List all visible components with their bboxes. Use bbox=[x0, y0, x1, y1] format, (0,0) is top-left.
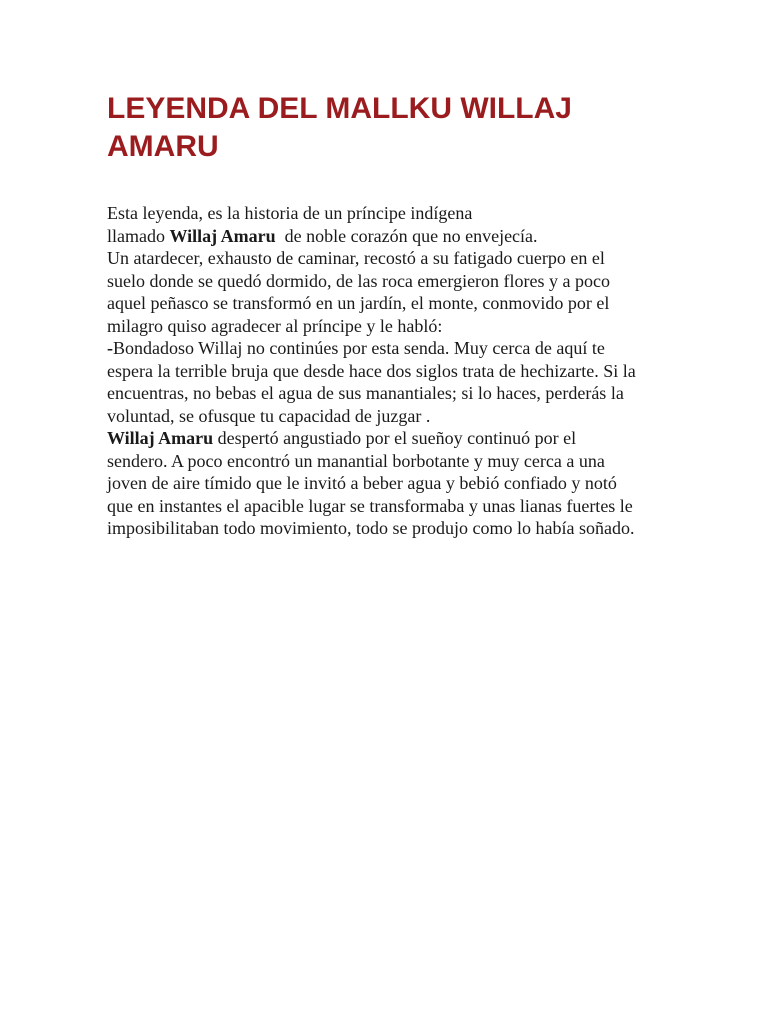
text-line bbox=[107, 427, 677, 450]
text-segment: encuentras, no bebas el agua de sus manantiales; si lo haces, perderás la bbox=[107, 383, 624, 403]
text-segment: Bondadoso Willaj no continúes por esta senda. Muy cerca de aquí te bbox=[113, 338, 605, 358]
text-segment: voluntad, se ofusque tu capacidad de juzgar . bbox=[107, 405, 431, 426]
text-line bbox=[107, 270, 677, 293]
text-line bbox=[107, 495, 677, 518]
bold-dash: - bbox=[107, 338, 113, 358]
text-segment: sendero. A poco encontró un manantial borbotante y muy cerca a una bbox=[107, 450, 605, 471]
text-segment: imposibilitaban todo movimiento, todo se produjo como lo había soñado. bbox=[107, 518, 635, 538]
text-segment: que en instantes el apacible lugar se transformaba y unas lianas fuertes le bbox=[107, 495, 633, 516]
text-segment: Esta leyenda, es la historia de un príncipe indígena bbox=[107, 203, 473, 223]
text-line bbox=[107, 202, 677, 225]
text-segment: aquel peñasco se transformó en un jardín, el monte, conmovido por el bbox=[107, 293, 610, 313]
text-line bbox=[107, 225, 677, 248]
text-line bbox=[107, 450, 677, 473]
document-body bbox=[107, 202, 677, 540]
text-segment: milagro quiso agradecer al príncipe y le habló: bbox=[107, 315, 443, 336]
bold-name: Willaj Amaru bbox=[169, 225, 276, 246]
text-segment: espera la terrible bruja que desde hace dos siglos trata de hechizarte. Si la bbox=[107, 360, 636, 381]
text-line bbox=[107, 405, 677, 428]
text-line bbox=[107, 517, 677, 540]
text-line bbox=[107, 337, 677, 360]
text-line bbox=[107, 472, 677, 495]
text-segment: suelo donde se quedó dormido, de las roca emergieron flores y a poco bbox=[107, 270, 611, 291]
text-line bbox=[107, 247, 677, 270]
bold-name: Willaj Amaru bbox=[107, 428, 214, 448]
text-line bbox=[107, 315, 677, 338]
text-segment: llamado bbox=[107, 225, 170, 246]
text-line bbox=[107, 382, 677, 405]
text-line bbox=[107, 360, 677, 383]
text-line bbox=[107, 292, 677, 315]
text-segment: Un atardecer, exhausto de caminar, recostó a su fatigado cuerpo en el bbox=[107, 248, 605, 268]
document-title: LEYENDA DEL MALLKU WILLAJ AMARU bbox=[107, 92, 572, 163]
text-segment: de noble corazón que no envejecía. bbox=[275, 225, 538, 246]
text-segment: joven de aire tímido que le invitó a beber agua y bebió confiado y notó bbox=[107, 473, 617, 493]
text-segment: despertó angustiado por el sueñoy continuó por el bbox=[213, 428, 577, 448]
